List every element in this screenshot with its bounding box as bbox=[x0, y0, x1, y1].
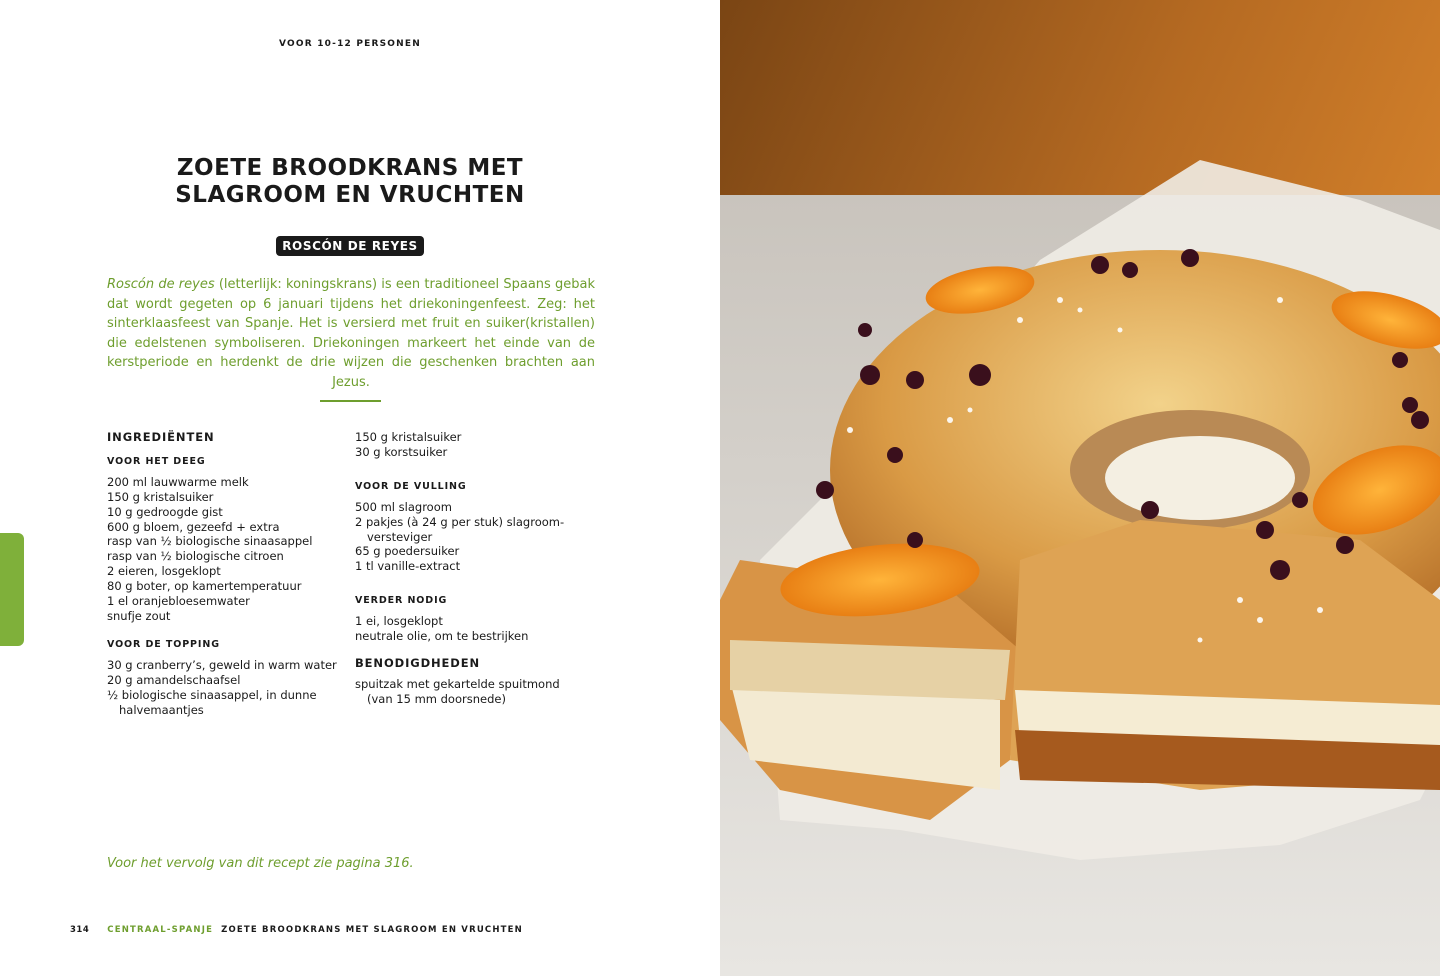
ingredient-item: rasp van ½ biologische sinaasappel bbox=[107, 534, 313, 549]
footer-section: CENTRAAL-SPANJE bbox=[107, 925, 214, 935]
verder-list bbox=[355, 614, 585, 644]
recipe-title bbox=[0, 155, 700, 209]
deeg-list bbox=[107, 475, 337, 624]
intro-text: (letterlijk: koningskrans) is een traditioneel Spaans gebak dat wordt gegeten op 6 januari tijdens het driekoningenfeest. Zeg: het sinterklaasfeest van Spanje. Het is versierd met fruit en suiker(kristallen) die edelstenen symboliseren. Driekoningen markeert het einde van de kerstperiode en herdenkt de drie wijzen die geschenken brachten aan Jezus. bbox=[107, 277, 596, 390]
vulling-list bbox=[355, 500, 585, 575]
chapter-tab bbox=[0, 533, 24, 646]
ingredient-item: neutrale olie, om te bestrijken bbox=[355, 629, 529, 644]
subtitle-wrap bbox=[0, 235, 700, 256]
ingredient-item: 150 g kristalsuiker bbox=[107, 489, 214, 504]
ingredient-item: 200 ml lauwwarme melk bbox=[107, 474, 249, 489]
ingredient-item: 20 g amandelschaafsel bbox=[107, 672, 241, 687]
ingredient-item: 150 g kristalsuiker bbox=[355, 430, 462, 444]
ingredient-item: 2 eieren, losgeklopt bbox=[107, 564, 221, 579]
ingredient-item: 600 g bloem, gezeefd + extra bbox=[107, 519, 280, 534]
deeg-heading: VOOR HET DEEG bbox=[107, 455, 206, 467]
ingredient-item: 30 g korstsuiker bbox=[355, 444, 448, 459]
page-number: 314 bbox=[70, 925, 90, 935]
ingredient-item: 30 g cranberry’s, geweld in warm water bbox=[107, 657, 337, 672]
servings-label: VOOR 10-12 PERSONEN bbox=[279, 39, 421, 49]
ingredient-item: 1 el oranjebloesemwater bbox=[107, 594, 250, 609]
ingredient-item: snufje zout bbox=[107, 608, 171, 623]
ingredients-heading: INGREDIËNTEN bbox=[107, 430, 215, 444]
recipe-subtitle-badge: ROSCÓN DE REYES bbox=[276, 236, 424, 256]
roscon-photo bbox=[720, 0, 1440, 976]
ingredient-item: 65 g poedersuiker bbox=[355, 544, 460, 559]
ingredient-item: 10 g gedroogde gist bbox=[107, 504, 223, 519]
ingredient-item: 1 tl vanille-extract bbox=[355, 559, 461, 574]
photo-page bbox=[720, 0, 1440, 976]
continued-note: Voor het vervolg van dit recept zie pagina 316. bbox=[107, 856, 414, 871]
ingredient-item: rasp van ½ biologische citroen bbox=[107, 549, 284, 564]
ingredients-column-right bbox=[355, 430, 585, 721]
page-footer bbox=[70, 925, 523, 935]
recipe-title-line1: ZOETE BROODKRANS MET bbox=[176, 155, 524, 181]
topping-list-continued bbox=[355, 430, 585, 460]
ingredient-item: ½ biologische sinaasappel, in dunne halvemaantjes bbox=[107, 687, 317, 717]
topping-list bbox=[107, 658, 337, 718]
benodigdheden-heading: BENODIGDHEDEN bbox=[355, 655, 481, 670]
footer-title: ZOETE BROODKRANS MET SLAGROOM EN VRUCHTEN bbox=[221, 925, 523, 935]
benodigdheden-list bbox=[355, 677, 585, 707]
ingredient-item: 500 ml slagroom bbox=[355, 499, 452, 514]
ingredient-item: spuitzak met gekartelde spuitmond (van 15 mm doorsnede) bbox=[355, 676, 560, 706]
ingredient-item: 1 ei, losgeklopt bbox=[355, 614, 443, 629]
section-divider bbox=[320, 400, 381, 402]
ingredient-item: 2 pakjes (à 24 g per stuk) slagroomversteviger bbox=[355, 514, 565, 544]
verder-heading: VERDER NODIG bbox=[355, 595, 448, 607]
intro-emphasis: Roscón de reyes bbox=[107, 277, 215, 292]
ingredient-item: 80 g boter, op kamertemperatuur bbox=[107, 579, 302, 594]
intro-paragraph bbox=[107, 275, 595, 393]
vulling-heading: VOOR DE VULLING bbox=[355, 480, 467, 492]
topping-heading: VOOR DE TOPPING bbox=[107, 638, 220, 650]
recipe-title-line2: SLAGROOM EN VRUCHTEN bbox=[175, 182, 525, 208]
ingredients-column-left bbox=[107, 430, 337, 731]
